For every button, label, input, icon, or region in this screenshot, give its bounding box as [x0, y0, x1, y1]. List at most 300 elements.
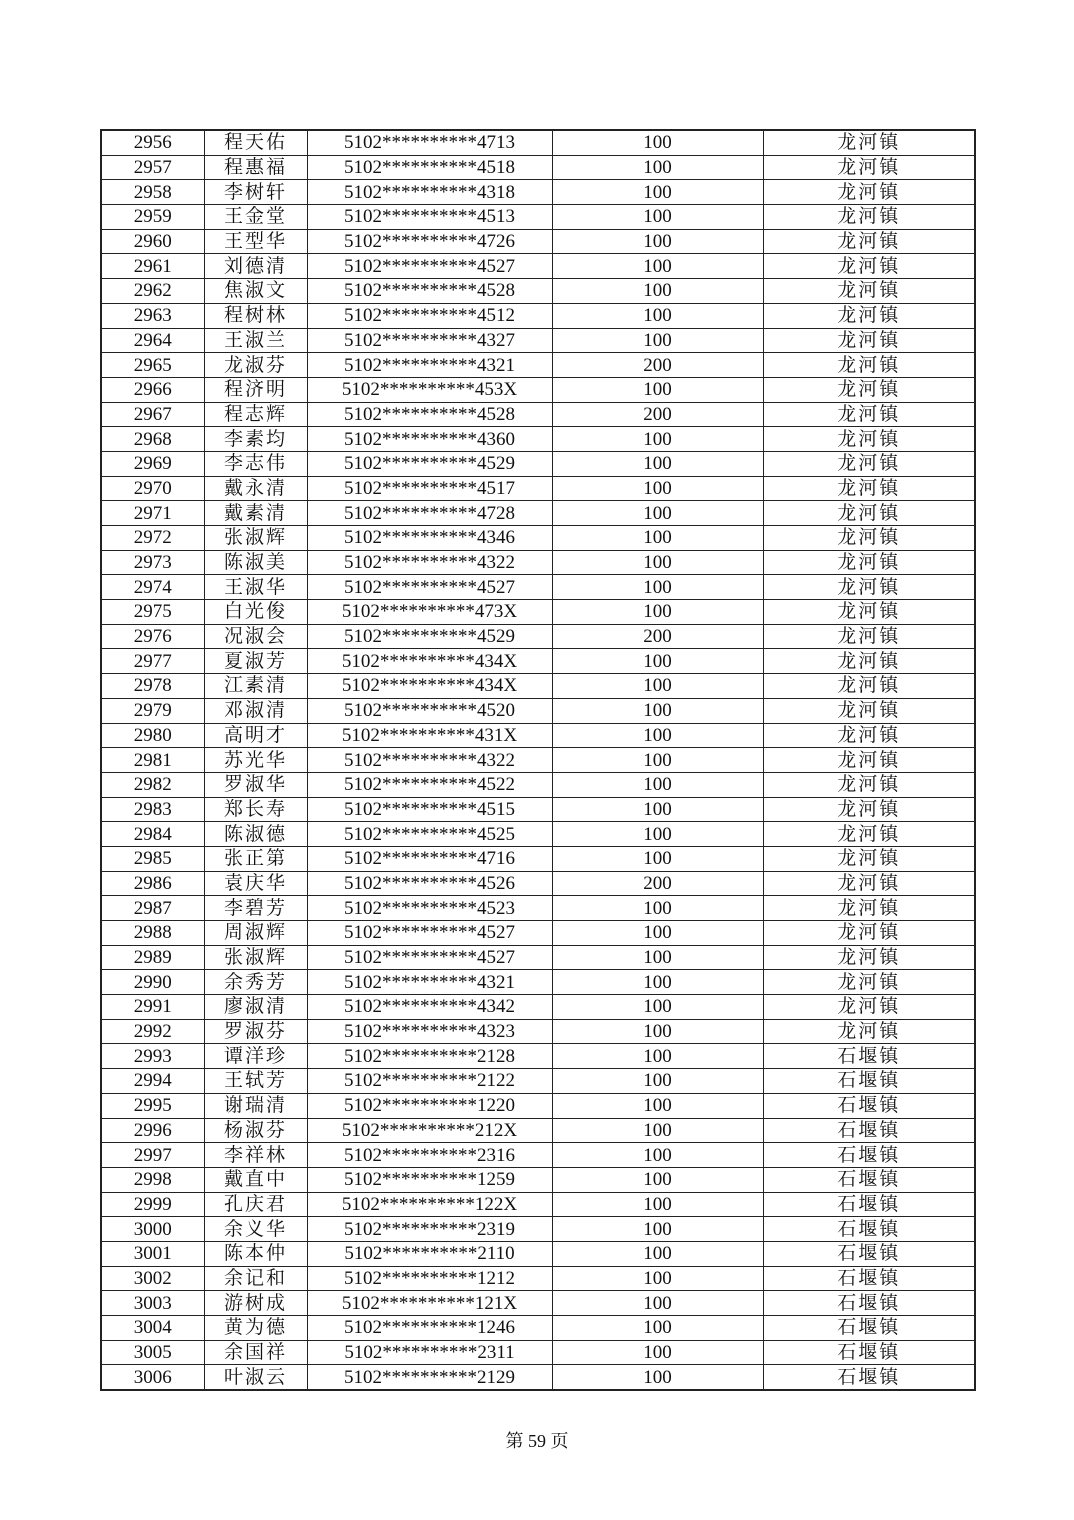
town-cell: 龙河镇	[763, 180, 975, 205]
amount-cell: 100	[552, 427, 763, 452]
town-cell: 龙河镇	[763, 130, 975, 155]
name-cell: 戴素清	[204, 501, 307, 526]
table-row	[101, 1192, 975, 1217]
row-number-cell: 2971	[101, 501, 204, 526]
table-row	[101, 1316, 975, 1341]
name-cell: 余义华	[204, 1217, 307, 1242]
id-number-cell: 5102**********2110	[307, 1241, 552, 1266]
table-row	[101, 1044, 975, 1069]
table-row	[101, 1143, 975, 1168]
amount-cell: 100	[552, 1291, 763, 1316]
town-cell: 龙河镇	[763, 846, 975, 871]
amount-cell: 200	[552, 624, 763, 649]
id-number-cell: 5102**********4527	[307, 921, 552, 946]
town-cell: 石堰镇	[763, 1365, 975, 1390]
town-cell: 龙河镇	[763, 797, 975, 822]
id-number-cell: 5102**********431X	[307, 723, 552, 748]
name-cell: 余记和	[204, 1266, 307, 1291]
id-number-cell: 5102**********4321	[307, 353, 552, 378]
id-number-cell: 5102**********4342	[307, 995, 552, 1020]
name-cell: 杨淑芬	[204, 1118, 307, 1143]
amount-cell: 100	[552, 1118, 763, 1143]
name-cell: 王金堂	[204, 205, 307, 230]
town-cell: 龙河镇	[763, 945, 975, 970]
id-number-cell: 5102**********4323	[307, 1019, 552, 1044]
id-number-cell: 5102**********434X	[307, 674, 552, 699]
town-cell: 龙河镇	[763, 871, 975, 896]
table-row	[101, 476, 975, 501]
id-number-cell: 5102**********4523	[307, 896, 552, 921]
amount-cell: 100	[552, 1340, 763, 1365]
amount-cell: 100	[552, 254, 763, 279]
town-cell: 龙河镇	[763, 205, 975, 230]
name-cell: 游树成	[204, 1291, 307, 1316]
id-number-cell: 5102**********4327	[307, 328, 552, 353]
town-cell: 龙河镇	[763, 155, 975, 180]
table-row	[101, 130, 975, 155]
row-number-cell: 2988	[101, 921, 204, 946]
amount-cell: 100	[552, 1019, 763, 1044]
id-number-cell: 5102**********1212	[307, 1266, 552, 1291]
amount-cell: 100	[552, 501, 763, 526]
amount-cell: 100	[552, 377, 763, 402]
table-row	[101, 896, 975, 921]
row-number-cell: 2985	[101, 846, 204, 871]
name-cell: 郑长寿	[204, 797, 307, 822]
row-number-cell: 2958	[101, 180, 204, 205]
id-number-cell: 5102**********4517	[307, 476, 552, 501]
table-row	[101, 871, 975, 896]
name-cell: 李树轩	[204, 180, 307, 205]
row-number-cell: 3000	[101, 1217, 204, 1242]
name-cell: 苏光华	[204, 748, 307, 773]
row-number-cell: 2984	[101, 822, 204, 847]
row-number-cell: 2987	[101, 896, 204, 921]
row-number-cell: 2995	[101, 1093, 204, 1118]
name-cell: 谭洋珍	[204, 1044, 307, 1069]
table-row	[101, 377, 975, 402]
row-number-cell: 2993	[101, 1044, 204, 1069]
row-number-cell: 3002	[101, 1266, 204, 1291]
name-cell: 袁庆华	[204, 871, 307, 896]
id-number-cell: 5102**********434X	[307, 649, 552, 674]
row-number-cell: 2967	[101, 402, 204, 427]
town-cell: 龙河镇	[763, 279, 975, 304]
table-row	[101, 575, 975, 600]
table-row	[101, 303, 975, 328]
town-cell: 石堰镇	[763, 1093, 975, 1118]
row-number-cell: 2999	[101, 1192, 204, 1217]
id-number-cell: 5102**********453X	[307, 377, 552, 402]
table-row	[101, 772, 975, 797]
table-row	[101, 1019, 975, 1044]
name-cell: 廖淑清	[204, 995, 307, 1020]
id-number-cell: 5102**********2319	[307, 1217, 552, 1242]
id-number-cell: 5102**********4716	[307, 846, 552, 871]
id-number-cell: 5102**********4529	[307, 451, 552, 476]
id-number-cell: 5102**********1259	[307, 1167, 552, 1192]
amount-cell: 100	[552, 846, 763, 871]
name-cell: 况淑会	[204, 624, 307, 649]
row-number-cell: 2956	[101, 130, 204, 155]
name-cell: 张正第	[204, 846, 307, 871]
town-cell: 龙河镇	[763, 575, 975, 600]
name-cell: 罗淑华	[204, 772, 307, 797]
table-row	[101, 550, 975, 575]
row-number-cell: 2982	[101, 772, 204, 797]
town-cell: 龙河镇	[763, 600, 975, 625]
amount-cell: 100	[552, 575, 763, 600]
town-cell: 龙河镇	[763, 353, 975, 378]
town-cell: 石堰镇	[763, 1192, 975, 1217]
id-number-cell: 5102**********4518	[307, 155, 552, 180]
table-row	[101, 526, 975, 551]
row-number-cell: 2994	[101, 1069, 204, 1094]
amount-cell: 100	[552, 1217, 763, 1242]
row-number-cell: 2980	[101, 723, 204, 748]
amount-cell: 100	[552, 229, 763, 254]
amount-cell: 100	[552, 921, 763, 946]
amount-cell: 100	[552, 328, 763, 353]
name-cell: 王淑华	[204, 575, 307, 600]
town-cell: 龙河镇	[763, 550, 975, 575]
name-cell: 王轼芳	[204, 1069, 307, 1094]
row-number-cell: 3005	[101, 1340, 204, 1365]
amount-cell: 100	[552, 945, 763, 970]
id-number-cell: 5102**********4346	[307, 526, 552, 551]
table-row	[101, 205, 975, 230]
row-number-cell: 2977	[101, 649, 204, 674]
name-cell: 程天佑	[204, 130, 307, 155]
town-cell: 龙河镇	[763, 328, 975, 353]
amount-cell: 100	[552, 1143, 763, 1168]
name-cell: 程树林	[204, 303, 307, 328]
id-number-cell: 5102**********4515	[307, 797, 552, 822]
name-cell: 李志伟	[204, 451, 307, 476]
amount-cell: 100	[552, 303, 763, 328]
id-number-cell: 5102**********212X	[307, 1118, 552, 1143]
amount-cell: 100	[552, 155, 763, 180]
id-number-cell: 5102**********4512	[307, 303, 552, 328]
amount-cell: 100	[552, 995, 763, 1020]
row-number-cell: 2973	[101, 550, 204, 575]
name-cell: 王淑兰	[204, 328, 307, 353]
amount-cell: 100	[552, 1069, 763, 1094]
name-cell: 余秀芳	[204, 970, 307, 995]
name-cell: 程济明	[204, 377, 307, 402]
name-cell: 陈淑德	[204, 822, 307, 847]
name-cell: 戴永清	[204, 476, 307, 501]
name-cell: 陈淑美	[204, 550, 307, 575]
row-number-cell: 2972	[101, 526, 204, 551]
amount-cell: 100	[552, 649, 763, 674]
id-number-cell: 5102**********4522	[307, 772, 552, 797]
row-number-cell: 2978	[101, 674, 204, 699]
id-number-cell: 5102**********4728	[307, 501, 552, 526]
town-cell: 石堰镇	[763, 1143, 975, 1168]
town-cell: 石堰镇	[763, 1340, 975, 1365]
amount-cell: 100	[552, 1316, 763, 1341]
name-cell: 邓淑清	[204, 698, 307, 723]
name-cell: 程惠福	[204, 155, 307, 180]
amount-cell: 100	[552, 600, 763, 625]
id-number-cell: 5102**********4318	[307, 180, 552, 205]
id-number-cell: 5102**********4527	[307, 945, 552, 970]
table-row	[101, 970, 975, 995]
name-cell: 谢瑞清	[204, 1093, 307, 1118]
id-number-cell: 5102**********2311	[307, 1340, 552, 1365]
row-number-cell: 2991	[101, 995, 204, 1020]
amount-cell: 100	[552, 1093, 763, 1118]
amount-cell: 100	[552, 550, 763, 575]
page-number: 第 59 页	[505, 1431, 569, 1451]
table-row	[101, 328, 975, 353]
name-cell: 夏淑芳	[204, 649, 307, 674]
name-cell: 高明才	[204, 723, 307, 748]
town-cell: 石堰镇	[763, 1167, 975, 1192]
row-number-cell: 2976	[101, 624, 204, 649]
town-cell: 石堰镇	[763, 1069, 975, 1094]
row-number-cell: 2966	[101, 377, 204, 402]
amount-cell: 100	[552, 1266, 763, 1291]
id-number-cell: 5102**********4322	[307, 550, 552, 575]
table-row	[101, 1217, 975, 1242]
table-row	[101, 427, 975, 452]
name-cell: 刘德清	[204, 254, 307, 279]
table-row	[101, 1167, 975, 1192]
name-cell: 余国祥	[204, 1340, 307, 1365]
town-cell: 龙河镇	[763, 501, 975, 526]
id-number-cell: 5102**********2316	[307, 1143, 552, 1168]
table-row	[101, 1340, 975, 1365]
row-number-cell: 2970	[101, 476, 204, 501]
amount-cell: 100	[552, 822, 763, 847]
table-row	[101, 748, 975, 773]
roster-table-body	[101, 130, 975, 1390]
table-row	[101, 451, 975, 476]
town-cell: 石堰镇	[763, 1316, 975, 1341]
row-number-cell: 2986	[101, 871, 204, 896]
town-cell: 龙河镇	[763, 451, 975, 476]
id-number-cell: 5102**********4529	[307, 624, 552, 649]
table-row	[101, 698, 975, 723]
id-number-cell: 5102**********2129	[307, 1365, 552, 1390]
row-number-cell: 2957	[101, 155, 204, 180]
name-cell: 焦淑文	[204, 279, 307, 304]
amount-cell: 100	[552, 797, 763, 822]
town-cell: 龙河镇	[763, 772, 975, 797]
town-cell: 龙河镇	[763, 526, 975, 551]
amount-cell: 100	[552, 896, 763, 921]
town-cell: 龙河镇	[763, 649, 975, 674]
table-row	[101, 1069, 975, 1094]
name-cell: 程志辉	[204, 402, 307, 427]
town-cell: 龙河镇	[763, 723, 975, 748]
table-row	[101, 1291, 975, 1316]
amount-cell: 100	[552, 1044, 763, 1069]
row-number-cell: 2983	[101, 797, 204, 822]
table-row	[101, 945, 975, 970]
town-cell: 龙河镇	[763, 995, 975, 1020]
row-number-cell: 2989	[101, 945, 204, 970]
table-row	[101, 624, 975, 649]
subsidy-roster-table	[100, 129, 976, 1391]
name-cell: 白光俊	[204, 600, 307, 625]
table-row	[101, 1093, 975, 1118]
amount-cell: 100	[552, 451, 763, 476]
id-number-cell: 5102**********4520	[307, 698, 552, 723]
id-number-cell: 5102**********4360	[307, 427, 552, 452]
town-cell: 石堰镇	[763, 1266, 975, 1291]
table-row	[101, 180, 975, 205]
town-cell: 龙河镇	[763, 896, 975, 921]
table-row	[101, 600, 975, 625]
amount-cell: 200	[552, 353, 763, 378]
table-row	[101, 674, 975, 699]
id-number-cell: 5102**********4527	[307, 254, 552, 279]
table-row	[101, 353, 975, 378]
name-cell: 孔庆君	[204, 1192, 307, 1217]
table-row	[101, 921, 975, 946]
row-number-cell: 2981	[101, 748, 204, 773]
table-row	[101, 1241, 975, 1266]
id-number-cell: 5102**********4321	[307, 970, 552, 995]
amount-cell: 100	[552, 772, 763, 797]
row-number-cell: 2969	[101, 451, 204, 476]
row-number-cell: 3001	[101, 1241, 204, 1266]
name-cell: 陈本仲	[204, 1241, 307, 1266]
row-number-cell: 2968	[101, 427, 204, 452]
name-cell: 罗淑芬	[204, 1019, 307, 1044]
table-row	[101, 229, 975, 254]
row-number-cell: 2965	[101, 353, 204, 378]
row-number-cell: 2963	[101, 303, 204, 328]
town-cell: 石堰镇	[763, 1217, 975, 1242]
amount-cell: 100	[552, 674, 763, 699]
id-number-cell: 5102**********4713	[307, 130, 552, 155]
id-number-cell: 5102**********2128	[307, 1044, 552, 1069]
table-row	[101, 501, 975, 526]
row-number-cell: 2975	[101, 600, 204, 625]
name-cell: 戴直中	[204, 1167, 307, 1192]
name-cell: 龙淑芬	[204, 353, 307, 378]
name-cell: 江素清	[204, 674, 307, 699]
row-number-cell: 2997	[101, 1143, 204, 1168]
amount-cell: 200	[552, 871, 763, 896]
row-number-cell: 2992	[101, 1019, 204, 1044]
name-cell: 李素均	[204, 427, 307, 452]
id-number-cell: 5102**********4528	[307, 279, 552, 304]
amount-cell: 100	[552, 1167, 763, 1192]
row-number-cell: 2961	[101, 254, 204, 279]
table-row	[101, 1118, 975, 1143]
table-row	[101, 995, 975, 1020]
name-cell: 王型华	[204, 229, 307, 254]
town-cell: 石堰镇	[763, 1118, 975, 1143]
amount-cell: 100	[552, 180, 763, 205]
id-number-cell: 5102**********4525	[307, 822, 552, 847]
amount-cell: 200	[552, 402, 763, 427]
id-number-cell: 5102**********4726	[307, 229, 552, 254]
town-cell: 龙河镇	[763, 254, 975, 279]
table-row	[101, 797, 975, 822]
amount-cell: 100	[552, 1365, 763, 1390]
table-row	[101, 402, 975, 427]
row-number-cell: 2960	[101, 229, 204, 254]
town-cell: 龙河镇	[763, 624, 975, 649]
name-cell: 黄为德	[204, 1316, 307, 1341]
amount-cell: 100	[552, 205, 763, 230]
name-cell: 李祥林	[204, 1143, 307, 1168]
row-number-cell: 2998	[101, 1167, 204, 1192]
name-cell: 叶淑云	[204, 1365, 307, 1390]
amount-cell: 100	[552, 698, 763, 723]
amount-cell: 100	[552, 526, 763, 551]
town-cell: 龙河镇	[763, 377, 975, 402]
id-number-cell: 5102**********4527	[307, 575, 552, 600]
name-cell: 张淑辉	[204, 526, 307, 551]
town-cell: 龙河镇	[763, 822, 975, 847]
id-number-cell: 5102**********121X	[307, 1291, 552, 1316]
town-cell: 龙河镇	[763, 476, 975, 501]
row-number-cell: 2959	[101, 205, 204, 230]
table-row	[101, 822, 975, 847]
name-cell: 张淑辉	[204, 945, 307, 970]
town-cell: 龙河镇	[763, 698, 975, 723]
row-number-cell: 2974	[101, 575, 204, 600]
town-cell: 石堰镇	[763, 1241, 975, 1266]
amount-cell: 100	[552, 723, 763, 748]
row-number-cell: 2964	[101, 328, 204, 353]
amount-cell: 100	[552, 1192, 763, 1217]
id-number-cell: 5102**********4526	[307, 871, 552, 896]
town-cell: 龙河镇	[763, 402, 975, 427]
town-cell: 龙河镇	[763, 1019, 975, 1044]
town-cell: 龙河镇	[763, 921, 975, 946]
id-number-cell: 5102**********1220	[307, 1093, 552, 1118]
table-row	[101, 846, 975, 871]
table-row	[101, 254, 975, 279]
town-cell: 石堰镇	[763, 1291, 975, 1316]
name-cell: 李碧芳	[204, 896, 307, 921]
row-number-cell: 3003	[101, 1291, 204, 1316]
amount-cell: 100	[552, 130, 763, 155]
row-number-cell: 3006	[101, 1365, 204, 1390]
id-number-cell: 5102**********4513	[307, 205, 552, 230]
table-row	[101, 155, 975, 180]
table-row	[101, 279, 975, 304]
name-cell: 周淑辉	[204, 921, 307, 946]
town-cell: 龙河镇	[763, 674, 975, 699]
amount-cell: 100	[552, 1241, 763, 1266]
id-number-cell: 5102**********2122	[307, 1069, 552, 1094]
row-number-cell: 3004	[101, 1316, 204, 1341]
town-cell: 龙河镇	[763, 748, 975, 773]
id-number-cell: 5102**********4528	[307, 402, 552, 427]
id-number-cell: 5102**********122X	[307, 1192, 552, 1217]
table-row	[101, 1266, 975, 1291]
id-number-cell: 5102**********473X	[307, 600, 552, 625]
id-number-cell: 5102**********4322	[307, 748, 552, 773]
town-cell: 龙河镇	[763, 303, 975, 328]
table-row	[101, 1365, 975, 1390]
table-row	[101, 649, 975, 674]
amount-cell: 100	[552, 748, 763, 773]
table-row	[101, 723, 975, 748]
row-number-cell: 2996	[101, 1118, 204, 1143]
town-cell: 龙河镇	[763, 970, 975, 995]
amount-cell: 100	[552, 476, 763, 501]
